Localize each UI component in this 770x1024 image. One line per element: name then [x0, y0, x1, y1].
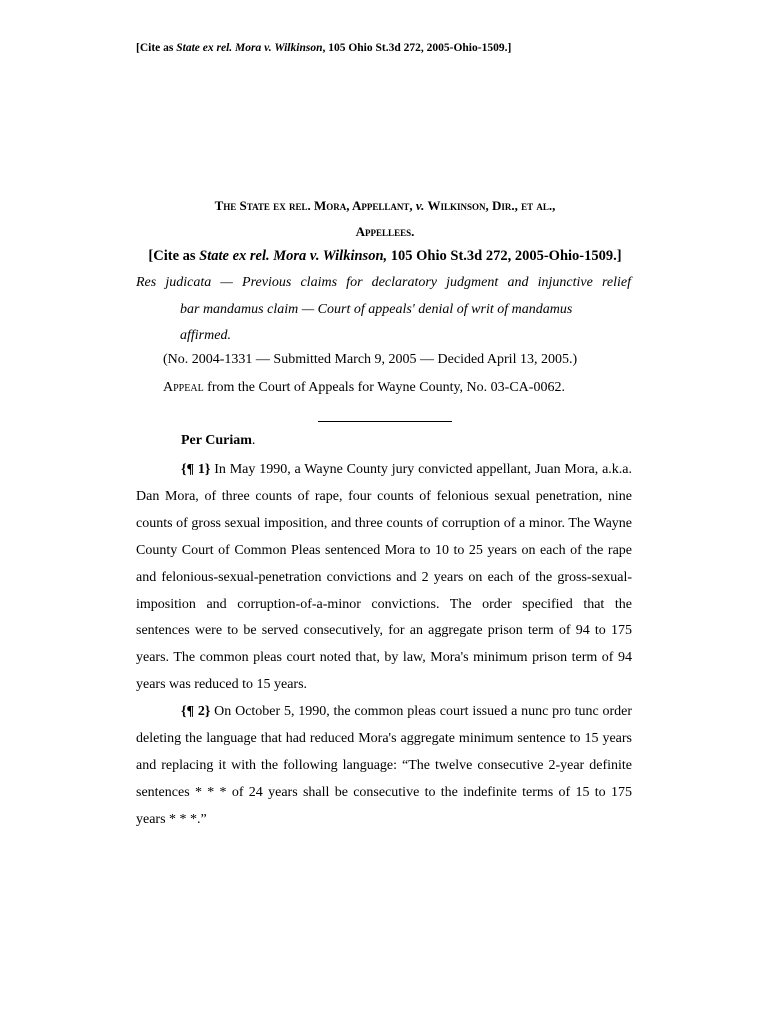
syllabus [136, 270, 631, 350]
opinion-body [136, 457, 632, 834]
case-caption [136, 193, 634, 245]
paragraph-number: {¶ 1} [181, 462, 211, 477]
per-curiam-heading: Per Curiam. [181, 433, 256, 448]
paragraph-text: On October 5, 1990, the common pleas court issued a nunc pro tunc order deleting the language that had reduced Mora's aggregate minimum sentence to 15 years and replacing it with the following language: “The twelve consecutive 2-year definite sentences * * * of 24 years shall be consecutive to the indefinite terms of 15 to 175 years * * *.” [136, 704, 633, 827]
running-head-suffix: , 105 Ohio St.3d 272, 2005-Ohio-1509.] [322, 42, 512, 54]
paragraph-number: {¶ 2} [181, 704, 211, 720]
running-head-case-name: State ex rel. Mora v. Wilkinson [176, 42, 323, 54]
paragraph-text: In May 1990, a Wayne County jury convicted appellant, Juan Mora, a.k.a. Dan Mora, of three counts of rape, four counts of felonious sexual penetration, nine counts of gross sexual imposition, and three counts of corruption of a minor. The Wayne County Court of Common Pleas sentenced Mora to 10 to 25 years on each of the rape and felonious-sexual-penetration convictions and 2 years on each of the gross-sexual-imposition and corruption-of-a-minor convictions. The order specified that the sentences were to be served consecutively, for an aggregate prison term of 94 to 175 years. The common pleas court noted that, by law, Mora's minimum prison term of 94 years was reduced to 15 years. [136, 462, 633, 693]
docket-line: (No. 2004-1331 — Submitted March 9, 2005 — Decided April 13, 2005.) [163, 352, 578, 367]
caption-line-2: Appellees. [355, 224, 415, 239]
paragraph-1 [136, 457, 632, 699]
syllabus-line-1: Res judicata — Previous claims for declaratory judgment and injunctive relief [136, 275, 631, 290]
syllabus-line-2: bar mandamus claim — Court of appeals' denial of writ of mandamus [180, 301, 573, 317]
running-head-prefix: [Cite as [136, 42, 177, 54]
caption-line-1: The State ex rel. Mora, Appellant, v. Wilkinson, Dir., et al., [214, 198, 556, 213]
citation-case-name: State ex rel. Mora v. Wilkinson, [199, 248, 388, 264]
section-divider [318, 421, 452, 422]
syllabus-line-3: affirmed. [180, 328, 231, 343]
running-head [136, 42, 511, 54]
citation-line: [Cite as State ex rel. Mora v. Wilkinson, 105 Ohio St.3d 272, 2005-Ohio-1509.] [148, 248, 622, 264]
appeal-line: Appeal from the Court of Appeals for Wayne County, No. 03-CA-0062. [163, 380, 565, 395]
paragraph-2 [136, 699, 632, 834]
